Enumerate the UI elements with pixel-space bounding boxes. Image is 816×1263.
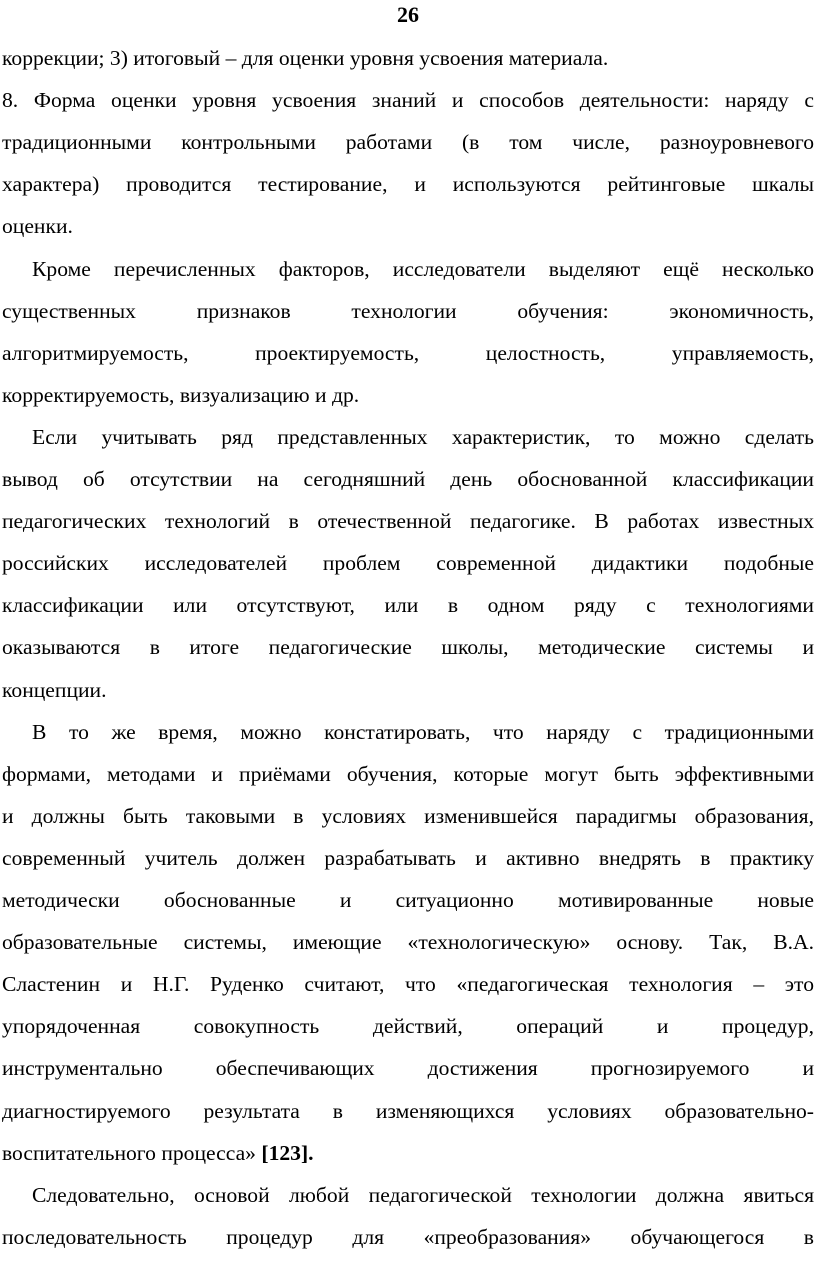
text-line-content: концепции. [2,677,107,702]
text-line [2,1222,814,1252]
text-line-content: классификации или отсутствуют, или в одном ряду с технологиями [2,593,814,618]
text-line [2,548,814,578]
text-line-content: характера) проводится тестирование, и используются рейтинговые шкалы [2,172,814,197]
text-line [2,843,814,873]
text-line-content: оказываются в итоге педагогические школы, методические системы и [2,635,814,660]
text-line-content: диагностируемого результата в изменяющихся условиях образовательно- [2,1098,814,1123]
text-line-content: коррекции; 3) итоговый – для оценки уровня усвоения материала. [2,46,609,70]
text-line [2,759,814,789]
citation-reference: [123]. [261,1140,314,1165]
text-line [2,338,814,368]
text-line [32,1180,814,1210]
page-number: 26 [397,2,419,27]
text-line [2,969,814,999]
text-line-content: корректируемость, визуализацию и др. [2,382,360,407]
text-line-content: В то же время, можно констатировать, что наряду с традиционными [32,719,814,744]
text-line-content: современный учитель должен разрабатывать и активно внедрять в практику [2,845,814,870]
text-line-content: алгоритмируемость, проектируемость, целостность, управляемость, [2,340,814,365]
text-line [2,1011,814,1041]
text-line-content: Следовательно, основой любой педагогической технологии должна явиться [32,1182,814,1207]
text-line-content: инструментально обеспечивающих достижения прогнозируемого и [2,1056,814,1081]
text-line-content: методически обоснованные и ситуационно мотивированные новые [2,888,814,912]
text-line [2,127,814,157]
text-line [2,801,814,831]
text-line [2,296,814,326]
text-line [2,380,814,410]
text-line-content: Если учитывать ряд представленных характеристик, то можно сделать [32,424,814,449]
text-line-content: оценки. [2,214,73,239]
text-line-content: воспитательного процесса» [2,1140,256,1165]
text-line-content: последовательность процедур для «преобразования» обучающегося в [2,1224,814,1249]
text-line [2,211,814,241]
text-line-content: упорядоченная совокупность действий, операций и процедур, [2,1014,814,1039]
text-line-content: Сластенин и Н.Г. Руденко считают, что «педагогическая технология – это [2,972,814,997]
text-line [2,632,814,662]
text-line [32,254,814,284]
text-line [2,85,814,115]
text-line [32,422,814,452]
text-line-content: традиционными контрольными работами (в том числе, разноуровневого [2,130,814,155]
text-line [2,1096,814,1126]
text-line [2,1138,814,1168]
text-line [2,506,814,536]
text-line [2,43,814,73]
text-line-content: существенных признаков технологии обучения: экономичность, [2,298,814,323]
text-line-content: формами, методами и приёмами обучения, которые могут быть эффективными [2,761,814,786]
text-line-content: 8. Форма оценки уровня усвоения знаний и способов деятельности: наряду с [2,88,814,113]
text-line [2,590,814,620]
text-line [2,464,814,494]
text-line [2,169,814,199]
text-line [32,717,814,747]
text-line [2,927,814,957]
text-line [2,675,814,705]
text-line-content: и должны быть таковыми в условиях изменившейся парадигмы образования, [2,803,814,828]
text-line [2,1053,814,1083]
text-line-content: российских исследователей проблем современной дидактики подобные [2,551,814,576]
text-line-content: педагогических технологий в отечественной педагогике. В работах известных [2,509,814,534]
text-line-content: вывод об отсутствии на сегодняшний день обоснованной классификации [2,467,814,491]
text-line [2,885,814,915]
text-line-content: Кроме перечисленных факторов, исследователи выделяют ещё несколько [32,256,814,281]
text-line-content: образовательные системы, имеющие «технологическую» основу. Так, В.А. [2,930,814,955]
